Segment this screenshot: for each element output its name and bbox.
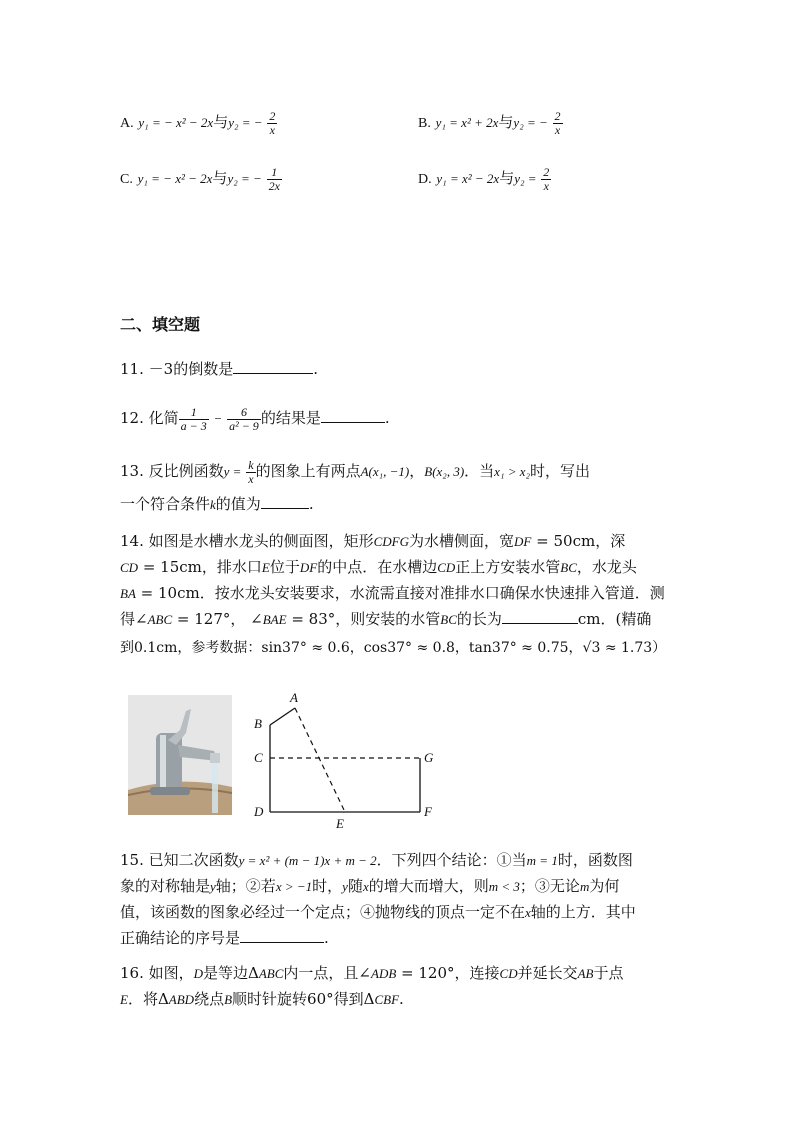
question-11: 11. －3的倒数是 . <box>120 355 318 383</box>
question-13-line-2: 一个符合条件k的值为 . <box>120 490 314 519</box>
choice-d-conj: 与 <box>499 169 515 187</box>
question-15-line-2: 象的对称轴是y轴；②若x > −1时，y随x的增大而增大，则m < 3；③无论m为何 <box>120 877 620 895</box>
q11-number: 11. <box>120 360 144 378</box>
choice-c-y1: y₁ = − x² − 2x <box>137 171 213 186</box>
choice-a-y2: y₂ = − <box>228 115 263 130</box>
choice-a <box>120 108 277 138</box>
q11-expr: －3 <box>148 360 174 378</box>
q13-point-a: A(x₁, −1) <box>360 464 410 479</box>
choice-b-letter: B. <box>418 116 431 131</box>
sink-diagram <box>250 690 440 830</box>
choice-d-letter: D. <box>418 172 432 187</box>
q13-answer-blank <box>261 492 309 509</box>
section-title: 二、填空题 <box>120 315 201 334</box>
choice-a-fraction: $\frac{2}{x}$ <box>269 108 276 137</box>
question-15-line-1: 15. 已知二次函数y = x² + (m − 1)x + m − 2．下列四个结论：①当m = 1时，函数图 <box>120 851 633 869</box>
choice-c-letter: C. <box>120 172 133 187</box>
question-14-line-4: 得∠ABC = 127°， ∠BAE = 83°，则安装的水管BC的长为 cm．(精确 <box>120 605 651 634</box>
q12-fraction-2: $\frac{6}{\text{a² − 9}}$ <box>229 404 259 433</box>
q12-number: 12. <box>120 409 144 427</box>
label-e: E <box>336 816 344 830</box>
q14-answer-blank <box>502 607 578 624</box>
q15-answer-blank <box>240 926 324 943</box>
choice-d-y1: y₁ = x² − 2x <box>436 171 500 186</box>
label-b: B <box>254 716 262 731</box>
label-a: A <box>290 690 298 705</box>
question-14-line-5: 到0.1cm，参考数据：sin37° ≈ 0.6，cos37° ≈ 0.8，tan37° ≈ 0.75，√3 ≈ 1.73） <box>120 640 667 656</box>
segment-ba <box>270 708 295 725</box>
faucet-icon <box>128 695 232 815</box>
choice-a-y1: y₁ = − x² − 2x <box>138 115 214 130</box>
question-16-line-2: E．将ΔABD绕点B顺时针旋转60°得到ΔCBF. <box>120 990 404 1008</box>
choice-b-y2: y₂ = − <box>513 115 548 130</box>
label-g: G <box>424 750 434 765</box>
question-12: 12. 化简 $\frac{1}{a - 3}$ − $\frac{6}{\text{a² − 9}}$ 的结果是 . <box>120 404 390 433</box>
choice-a-conj: 与 <box>213 113 229 131</box>
q12-answer-blank <box>321 406 385 423</box>
segment-ae-dashed <box>295 708 345 812</box>
q12-fraction-1: $\frac{1}{a - 3}$ <box>180 404 207 433</box>
q11-answer-blank <box>233 357 313 374</box>
choice-d <box>418 164 551 194</box>
choice-c-y2: y₂ = − <box>227 171 262 186</box>
label-d: D <box>254 804 264 819</box>
q11-text: 的倒数是 <box>173 360 234 378</box>
q13-fraction: $\frac{k}{x}$ <box>248 457 254 486</box>
choice-d-fraction: $\frac{2}{x}$ <box>543 164 550 193</box>
q13-point-b: B(x₂, 3) <box>424 464 465 479</box>
choice-d-y2: y₂ = <box>514 171 537 186</box>
choice-a-letter: A. <box>120 116 134 131</box>
question-14-line-1: 14. 如图是水槽水龙头的侧面图，矩形CDFG为水槽侧面，宽DF = 50cm，深 <box>120 532 626 550</box>
question-15-line-4: 正确结论的序号是 . <box>120 924 329 952</box>
question-13-line-1: 13. 反比例函数y = $\frac{k}{x}$ 的图象上有两点A(x₁, −1)，B(x₂, 3)．当x₁ > x₂时，写出 <box>120 457 591 486</box>
question-14-line-2: CD = 15cm，排水口E位于DF的中点．在水槽边CD正上方安装水管BC，水龙头 <box>120 558 637 576</box>
choice-c <box>120 164 282 194</box>
question-16-line-1: 16. 如图，D是等边ΔABC内一点，且∠ADB = 120°，连接CD并延长交AB于点 <box>120 964 624 982</box>
choice-c-fraction: $\frac{1}{2x}$ <box>268 164 280 193</box>
question-14-line-3: BA = 10cm．按水龙头安装要求，水流需直接对准排水口确保水快速排入管道．测 <box>120 584 665 602</box>
choice-b <box>418 108 563 138</box>
faucet-photo <box>128 695 232 815</box>
choice-c-conj: 与 <box>212 169 228 187</box>
choice-b-y1: y₁ = x² + 2x <box>435 115 499 130</box>
label-f: F <box>424 804 432 819</box>
question-15-line-3: 值，该函数的图象必经过一个定点；④抛物线的顶点一定不在x轴的上方．其中 <box>120 903 636 921</box>
label-c: C <box>254 750 263 765</box>
choice-b-conj: 与 <box>498 113 514 131</box>
choice-b-fraction: $\frac{2}{x}$ <box>554 108 561 137</box>
